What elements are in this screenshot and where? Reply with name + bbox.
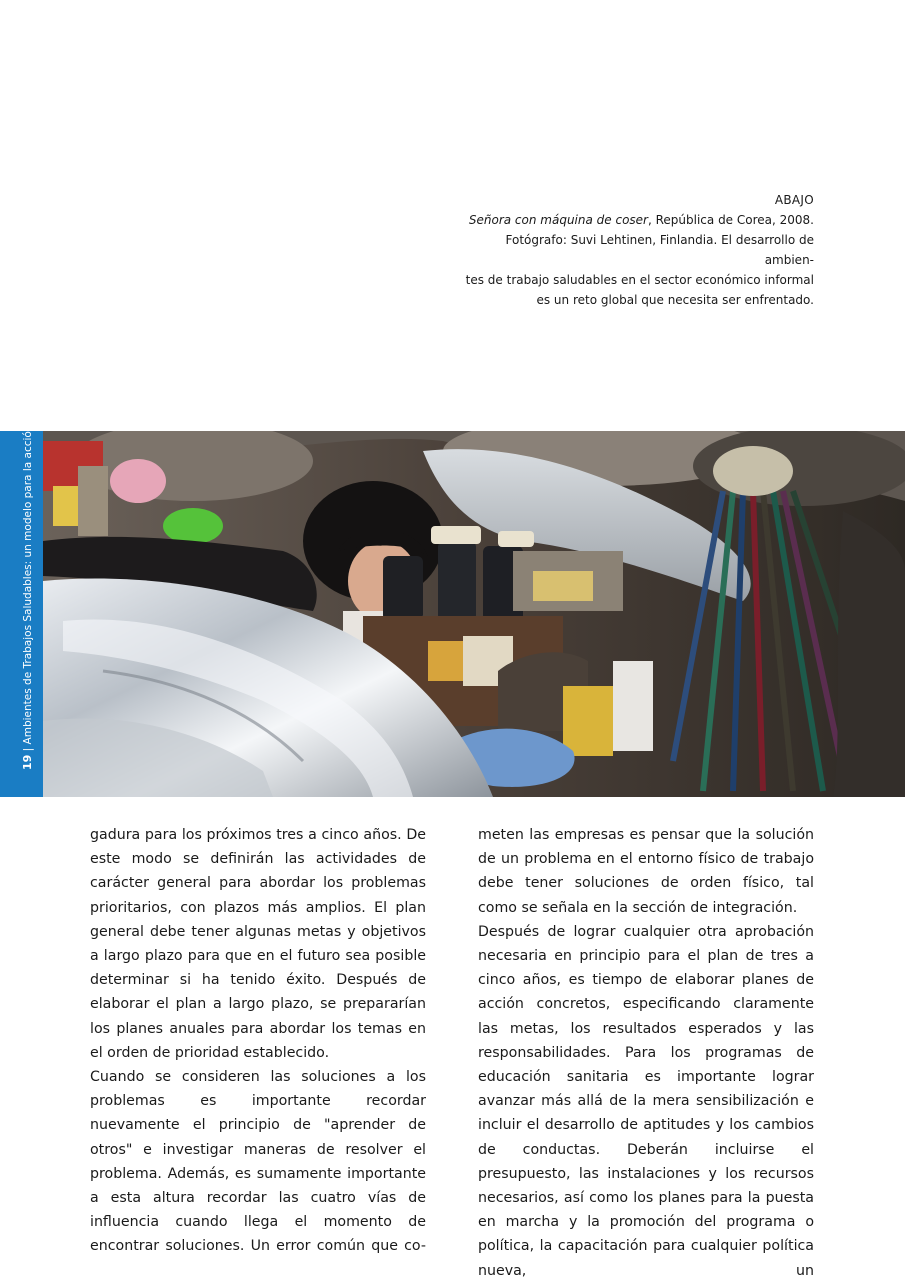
paragraph: meten las empresas es pensar que la solución de un problema en el entorno físico de trabajo debe tener soluciones de orden físico, tal como se señala en la sección de integración. — [478, 827, 814, 916]
caption-line-3: tes de trabajo saludables en el sector económico informal — [465, 273, 814, 287]
running-title: Ambientes de Trabajos Saludables: un modelo para la acción — [22, 424, 34, 745]
caption-title-rest: , República de Corea, 2008. — [647, 213, 814, 227]
photo-caption — [454, 190, 814, 310]
caption-title-line — [454, 210, 814, 230]
paragraph: Después de lograr cualquier otra aprobación necesaria en principio para el plan de tres a cinco años, es tiempo de elaborar planes de acción concretos, especificando claramente las metas, los resultados esperados y las responsabilidades. Para los programas de educación sanitaria es importante lograr avanzar más allá de la mera sensibilización e incluir el desarrollo de aptitudes y los cambios de conductas. Deberán incluirse el presupuesto, las instalaciones y los recursos necesarios, así como los planes para la puesta en marcha y la promoción del programa o política, la capacitación para cualquier política nueva, un — [478, 923, 814, 1279]
caption-line-2: Fotógrafo: Suvi Lehtinen, Finlandia. El desarrollo de ambien- — [505, 233, 814, 267]
photo-illustration — [43, 431, 905, 797]
paragraph: Cuando se consideren las soluciones a los problemas es importante recordar nuevamente el principio de "aprender de otros" e investigar maneras de resolver el problema. Además, es sumamente importante a esta altura recordar las cuatro vías de influencia cuando llega el momento de encontrar soluciones. Un error común que co- — [90, 1069, 426, 1255]
sidebar-running-header — [21, 425, 35, 771]
sidebar-separator: | — [22, 747, 34, 752]
text-column-right — [478, 823, 814, 1283]
photo-sewing-workshop — [43, 431, 905, 797]
caption-title-italic: Señora con máquina de coser — [468, 213, 648, 227]
caption-heading: ABAJO — [774, 193, 814, 207]
page-number: 19 — [21, 754, 34, 770]
text-column-left — [90, 823, 426, 1259]
paragraph: gadura para los próximos tres a cinco años. De este modo se definirán las actividades de carácter general para abordar los problemas prioritarios, con plazos más amplios. El plan general debe tener algunas metas y objetivos a largo plazo para que en el futuro sea posible determinar si ha tenido éxito. Después de elaborar el plan a largo plazo, se prepararían los planes anuales para abordar los temas en el orden de prioridad establecido. — [90, 827, 426, 1061]
caption-line-4: es un reto global que necesita ser enfrentado. — [536, 293, 814, 307]
